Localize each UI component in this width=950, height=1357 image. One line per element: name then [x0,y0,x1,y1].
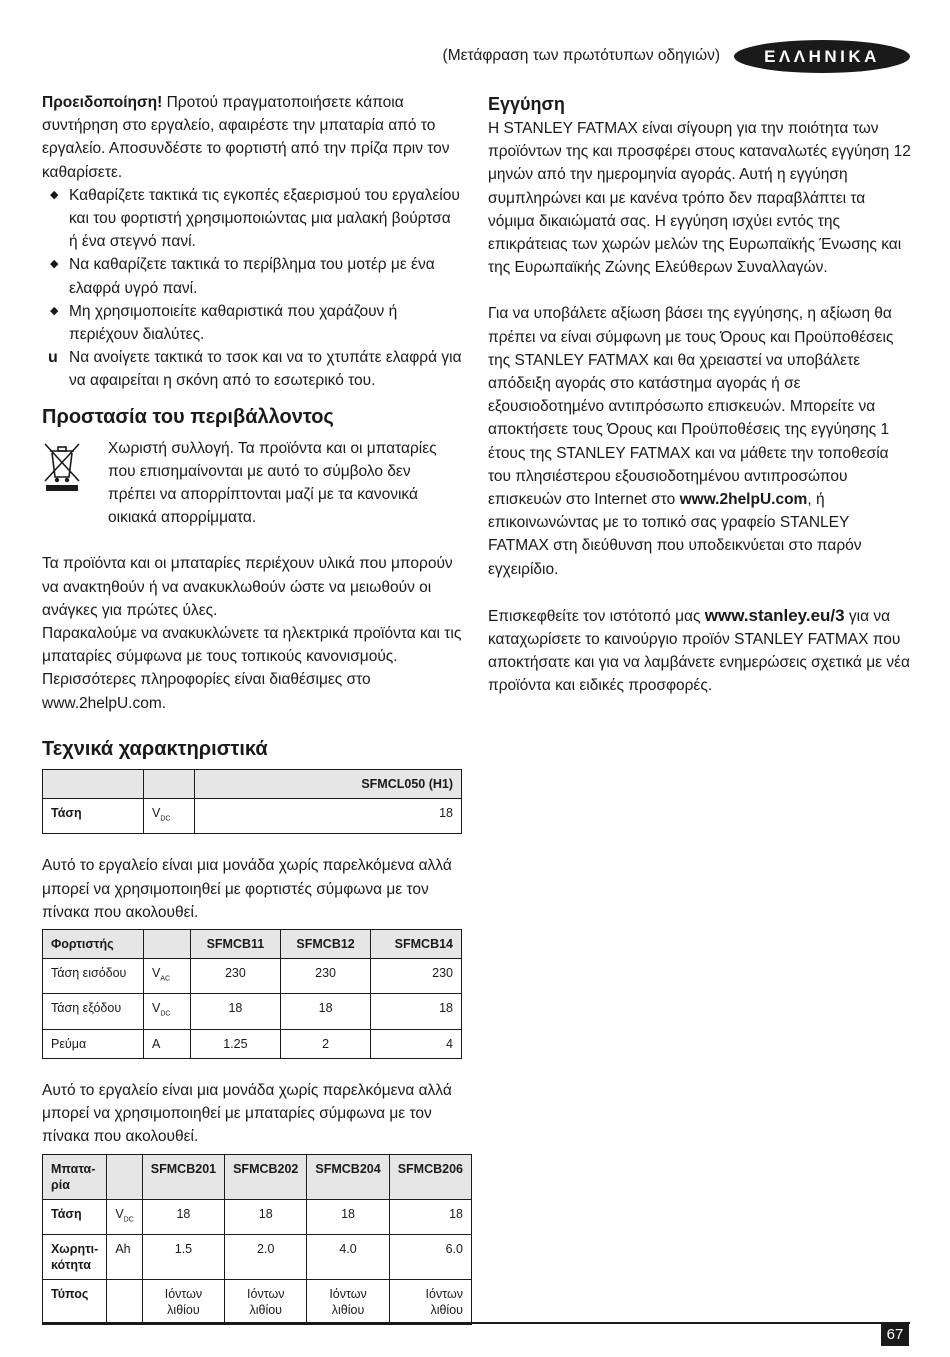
separate-collection-block [42,437,462,530]
table-row: Μπατα- ρία SFMCB201 SFMCB202 SFMCB204 SFMCB206 [43,1154,472,1199]
warranty-paragraph-2: Για να υποβάλετε αξίωση βάσει της εγγύησης, η αξίωση θα πρέπει να είναι σύμφωνη με τους Όρους και Προϋποθέσεις της STANLEY FATMAX και θα χρειαστεί να υποβάλετε απόδειξη αγοράς στο κατάστημα αγοράς ή σε εξουσιοδοτημένο αντιπρόσωπο επισκευών. Μπορείτε να αποκτήσετε τους Όρους και Προϋποθέσεις της εγγύησης 1 έτους της STANLEY FATMAX και να μάθετε την τοποθεσία του πλησιέστερου εξουσιοδοτημένου αντιπροσώπου επισκευών στο Internet στο www.2helpU.com, ή επικοινωνώντας με το τοπικό σας γραφείο STANLEY FATMAX στη διεύθυνση που υποδεικνύεται στο παρόν εγχειρίδιο. [488,305,894,578]
crossed-bin-icon [42,437,94,530]
diamond-bullet-icon: ◆ [50,188,59,201]
footer-divider [42,1322,910,1324]
recycle-paragraph-2: Παρακαλούμε να ανακυκλώνετε τα ηλεκτρικά προϊόντα και τις μπαταρίες σύμφωνα με τους τοπικούς κανονισμούς. [42,625,462,666]
table-row [43,769,462,798]
tool-spec-table [42,769,462,835]
table-row [43,798,462,834]
maintenance-list [42,184,462,393]
stanley-link[interactable]: www.stanley.eu/3 [704,605,845,625]
technical-heading: Τεχνικά χαρακτηριστικά [42,737,268,760]
u-marker: u [48,349,58,367]
table-row: Τύπος Ιόντων λιθίου Ιόντων λιθίου Ιόντων λιθίου Ιόντων λιθίου [43,1280,472,1325]
table-row: Ρεύμα A 1.25 2 4 [43,1029,462,1058]
charger-table [42,929,462,1059]
tool-voltage-value: 18 [195,798,462,834]
recycle-paragraph-1: Τα προϊόντα και οι μπαταρίες περιέχουν υλικά που μπορούν να ανακτηθούν ή να ανακυκλωθούν ώστε να μειωθούν οι ανάγκες για πρώτες ύλες. [42,555,453,619]
header-subtitle: (Μετάφραση των πρωτότυπων οδηγιών) [442,47,720,64]
warning-text: Προτού πραγματοποιήσετε κάποια συντήρηση στο εργαλείο, αφαιρέστε την μπαταρία από το εργαλείο. Αποσυνδέστε το φορτιστή από την πρίζα πριν τον καθαρίσετε. [42,94,450,181]
warranty-paragraph-3: Επισκεφθείτε τον ιστότοπό μας www.stanley.eu/3 για να καταχωρίσετε το καινούργιο προϊόν STANLEY FATMAX που αποκτήσατε και για να λαμβάνετε ενημερώσεις σχετικά με νέα προϊόντα και ειδικές προσφορές. [488,605,910,695]
battery-header: Μπατα- ρία [43,1154,107,1199]
table-row: Φορτιστής SFMCB11 SFMCB12 SFMCB14 [43,929,462,958]
tool-voltage-label: Τάση [43,798,144,834]
page-number: 67 [881,1324,909,1346]
battery-table [42,1154,472,1326]
table-row: Τάση εισόδου $V_{AC}$ 230 230 230 [43,958,462,994]
tool-model: SFMCL050 (H1) [195,769,462,798]
battery-intro: Αυτό το εργαλείο είναι μια μονάδα χωρίς παρελκόμενα αλλά μπορεί να χρησιμοποιηθεί με μπαταρίες σύμφωνα με τον πίνακα που ακολουθεί. [42,1081,452,1146]
environment-heading: Προστασία του περιβάλλοντος [42,405,334,428]
table-row: Τάση $V_{DC}$ 18 18 18 18 [43,1199,472,1235]
separate-collection-text: Χωριστή συλλογή. Τα προϊόντα και οι μπαταρίες που επισημαίνονται με αυτό το σύμβολο δεν πρέπει να απορρίπτονται μαζί με τα κανονικά οικιακά απορρίμματα. [108,439,437,527]
recycle-paragraph-3: Περισσότερες πληροφορίες είναι διαθέσιμες στο www.2helpU.com. [42,671,371,712]
warranty-paragraph-1: Η STANLEY FATMAX είναι σίγουρη για την ποιότητα των προϊόντων της και προσφέρει στους καταναλωτές εγγύηση 12 μηνών από την ημερομηνία αγοράς. Αυτή η εγγύηση συμπληρώνει και με κανένα τρόπο δεν παραβλάπτει τα νόμιμα δικαιώματά σας. Η εγγύηση ισχύει εντός της επικράτειας των χωρών μελών της Ευρωπαϊκής Ένωσης και της Ευρωπαϊκής Ζώνης Ελεύθερων Συναλλαγών. [488,120,911,277]
table-row: Τάση εξόδου $V_{DC}$ 18 18 18 [43,994,462,1030]
warning-label: Προειδοποίηση! [42,94,163,111]
right-column [488,91,912,698]
table-row: Χωρητι- κότητα Ah 1.5 2.0 4.0 6.0 [43,1235,472,1280]
language-badge: ΕΛΛΗΝΙΚΑ [734,40,910,73]
list-item: ◆ Μη χρησιμοποιείτε καθαριστικά που χαράζουν ή περιέχουν διαλύτες. [42,300,462,346]
charger-intro: Αυτό το εργαλείο είναι μια μονάδα χωρίς παρελκόμενα αλλά μπορεί να χρησιμοποιηθεί με φορτιστές σύμφωνα με τον πίνακα που ακολουθεί. [42,857,452,921]
left-column [42,91,462,1325]
charger-header: Φορτιστής [43,929,144,958]
helpu-link[interactable]: www.2helpU.com [679,491,808,509]
diamond-bullet-icon: ◆ [50,304,59,317]
maintenance-warning [42,91,462,184]
diamond-bullet-icon: ◆ [50,258,59,271]
list-item: ◆ Καθαρίζετε τακτικά τις εγκοπές εξαερισμού του εργαλείου και του φορτιστή χρησιμοποιώντας μια μαλακή βούρτσα ή ένα στεγνό πανί. [42,184,462,254]
list-item: ◆ Να καθαρίζετε τακτικά το περίβλημα του μοτέρ με ένα ελαφρά υγρό πανί. [42,253,462,299]
list-item: u Να ανοίγετε τακτικά το τσοκ και να το χτυπάτε ελαφρά για να αφαιρείται η σκόνη από το εσωτερικό του. [42,346,462,392]
tool-voltage-unit: $V_{DC}$ [144,798,195,834]
warranty-heading: Εγγύηση [488,94,565,114]
